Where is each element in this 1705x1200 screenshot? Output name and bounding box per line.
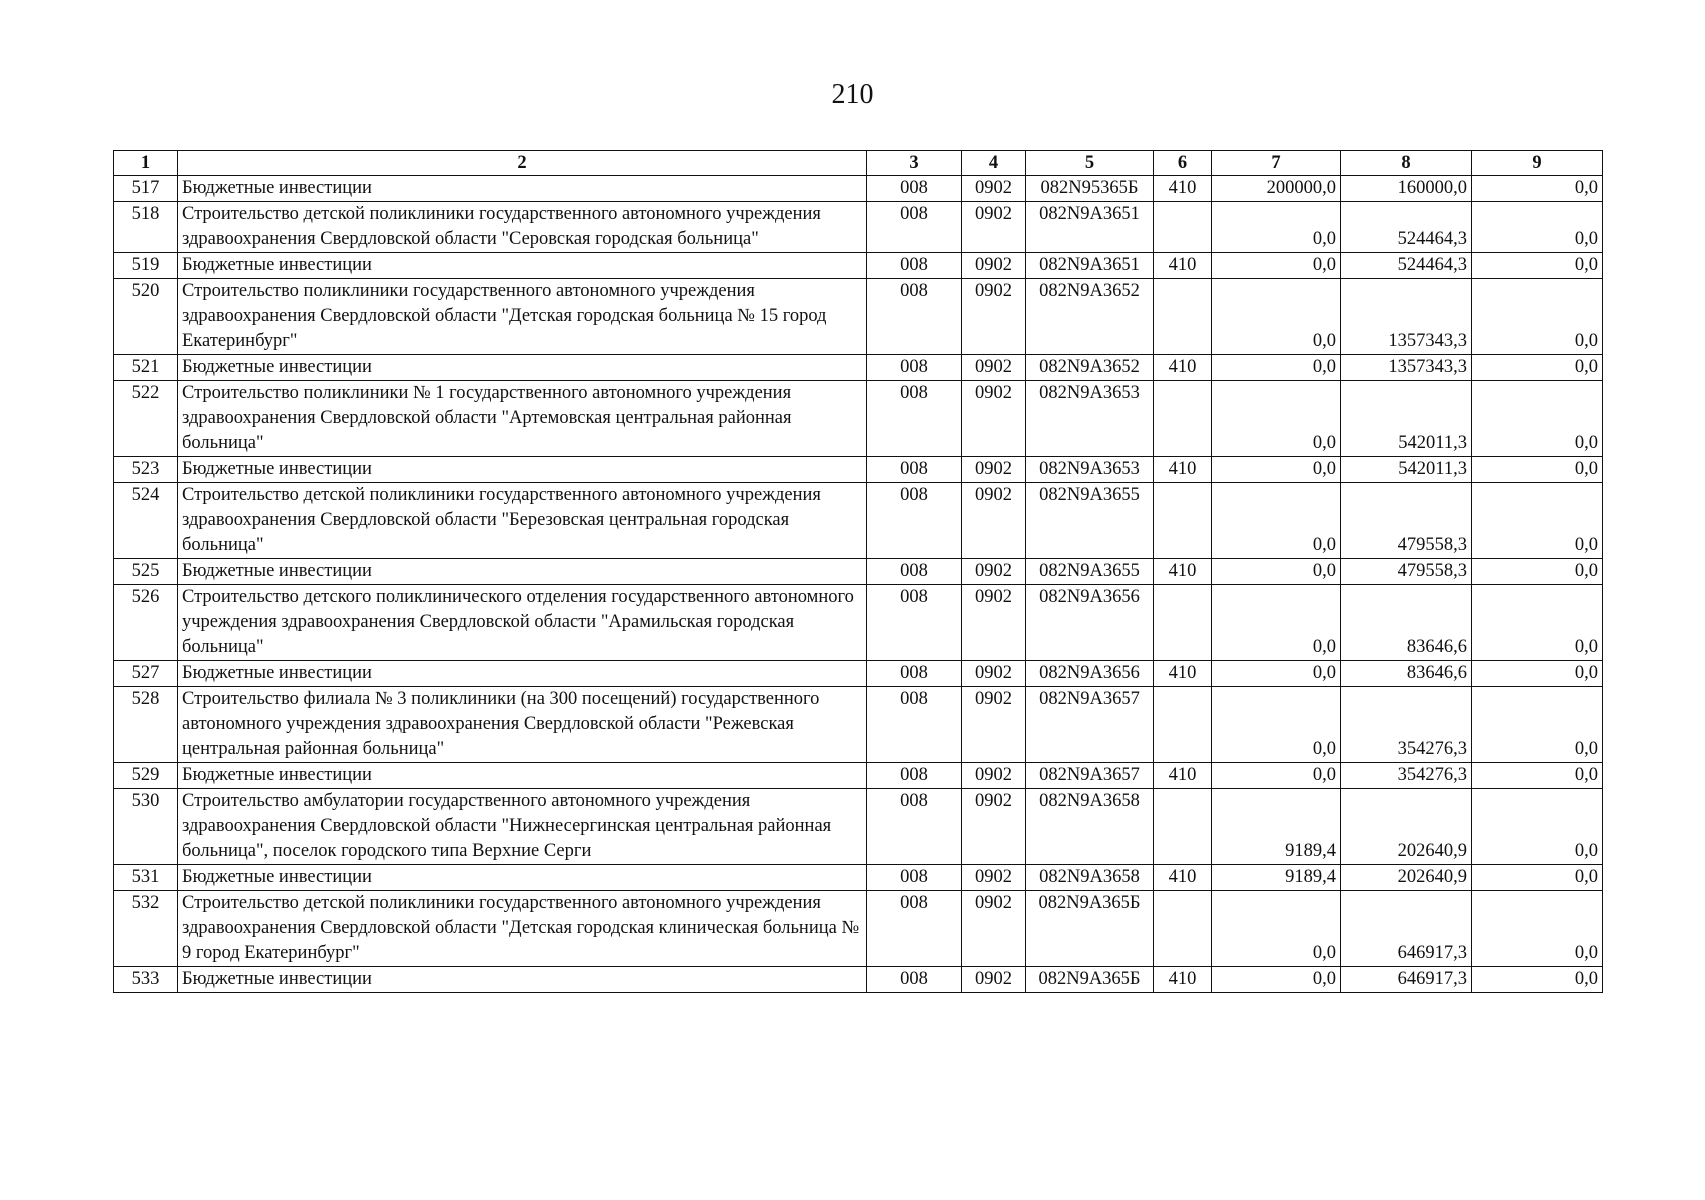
table-row <box>114 661 1603 687</box>
ministry-code: 008 <box>867 483 962 559</box>
amount-col-9: 0,0 <box>1472 176 1603 202</box>
row-description: Строительство детского поликлинического отделения государственного автономного учреждения здравоохранения Свердловской области "Арамильская городская больница" <box>178 585 867 661</box>
row-number: 532 <box>114 891 178 967</box>
ministry-code: 008 <box>867 967 962 993</box>
table-row <box>114 279 1603 355</box>
amount-col-7: 0,0 <box>1212 559 1341 585</box>
amount-col-7: 0,0 <box>1212 763 1341 789</box>
target-code: 082N9A3653 <box>1026 381 1154 457</box>
amount-col-8: 1357343,3 <box>1341 279 1472 355</box>
target-code: 082N9A3655 <box>1026 559 1154 585</box>
amount-col-7: 0,0 <box>1212 483 1341 559</box>
amount-col-8: 524464,3 <box>1341 253 1472 279</box>
target-code: 082N9A3655 <box>1026 483 1154 559</box>
ministry-code: 008 <box>867 891 962 967</box>
amount-col-8: 83646,6 <box>1341 585 1472 661</box>
row-description: Строительство амбулатории государственного автономного учреждения здравоохранения Свердловской области "Нижнесергинская центральная районная больница", поселок городского типа Верхние Серги <box>178 789 867 865</box>
table-row <box>114 891 1603 967</box>
table-row <box>114 559 1603 585</box>
ministry-code: 008 <box>867 559 962 585</box>
expense-type-code: 410 <box>1154 559 1212 585</box>
table-row <box>114 355 1603 381</box>
amount-col-7: 9189,4 <box>1212 865 1341 891</box>
section-code: 0902 <box>962 789 1026 865</box>
amount-col-7: 9189,4 <box>1212 789 1341 865</box>
ministry-code: 008 <box>867 865 962 891</box>
section-code: 0902 <box>962 279 1026 355</box>
column-header: 9 <box>1472 151 1603 176</box>
ministry-code: 008 <box>867 457 962 483</box>
amount-col-9: 0,0 <box>1472 457 1603 483</box>
amount-col-7: 0,0 <box>1212 687 1341 763</box>
ministry-code: 008 <box>867 585 962 661</box>
row-number: 518 <box>114 202 178 253</box>
target-code: 082N9A3652 <box>1026 355 1154 381</box>
row-number: 525 <box>114 559 178 585</box>
amount-col-7: 0,0 <box>1212 585 1341 661</box>
section-code: 0902 <box>962 687 1026 763</box>
amount-col-7: 0,0 <box>1212 661 1341 687</box>
row-description: Строительство поликлиники государственного автономного учреждения здравоохранения Свердловской области "Детская городская больница № 15 город Екатеринбург" <box>178 279 867 355</box>
target-code: 082N9A365Б <box>1026 891 1154 967</box>
expense-type-code <box>1154 585 1212 661</box>
amount-col-7: 0,0 <box>1212 457 1341 483</box>
section-code: 0902 <box>962 381 1026 457</box>
row-description: Строительство детской поликлиники государственного автономного учреждения здравоохранения Свердловской области "Березовская центральная городская больница" <box>178 483 867 559</box>
amount-col-8: 354276,3 <box>1341 763 1472 789</box>
amount-col-9: 0,0 <box>1472 559 1603 585</box>
amount-col-7: 0,0 <box>1212 355 1341 381</box>
row-description: Строительство филиала № 3 поликлиники (на 300 посещений) государственного автономного учреждения здравоохранения Свердловской области "Режевская центральная районная больница" <box>178 687 867 763</box>
row-description: Бюджетные инвестиции <box>178 559 867 585</box>
table-row <box>114 789 1603 865</box>
section-code: 0902 <box>962 763 1026 789</box>
target-code: 082N9A365Б <box>1026 967 1154 993</box>
amount-col-9: 0,0 <box>1472 661 1603 687</box>
table-row <box>114 457 1603 483</box>
target-code: 082N9A3656 <box>1026 585 1154 661</box>
expense-type-code: 410 <box>1154 355 1212 381</box>
amount-col-7: 0,0 <box>1212 891 1341 967</box>
amount-col-7: 200000,0 <box>1212 176 1341 202</box>
amount-col-9: 0,0 <box>1472 763 1603 789</box>
row-description: Бюджетные инвестиции <box>178 176 867 202</box>
amount-col-7: 0,0 <box>1212 253 1341 279</box>
section-code: 0902 <box>962 176 1026 202</box>
column-header: 5 <box>1026 151 1154 176</box>
target-code: 082N9A3652 <box>1026 279 1154 355</box>
ministry-code: 008 <box>867 381 962 457</box>
table-body <box>114 176 1603 993</box>
amount-col-9: 0,0 <box>1472 355 1603 381</box>
expense-type-code <box>1154 891 1212 967</box>
row-number: 526 <box>114 585 178 661</box>
table-row <box>114 253 1603 279</box>
row-description: Бюджетные инвестиции <box>178 457 867 483</box>
amount-col-8: 479558,3 <box>1341 483 1472 559</box>
column-header: 4 <box>962 151 1026 176</box>
ministry-code: 008 <box>867 687 962 763</box>
target-code: 082N9A3657 <box>1026 687 1154 763</box>
section-code: 0902 <box>962 483 1026 559</box>
ministry-code: 008 <box>867 355 962 381</box>
section-code: 0902 <box>962 967 1026 993</box>
row-description: Бюджетные инвестиции <box>178 763 867 789</box>
amount-col-7: 0,0 <box>1212 279 1341 355</box>
ministry-code: 008 <box>867 176 962 202</box>
amount-col-8: 354276,3 <box>1341 687 1472 763</box>
amount-col-9: 0,0 <box>1472 789 1603 865</box>
amount-col-8: 1357343,3 <box>1341 355 1472 381</box>
row-number: 523 <box>114 457 178 483</box>
expense-type-code: 410 <box>1154 865 1212 891</box>
table-row <box>114 202 1603 253</box>
row-description: Бюджетные инвестиции <box>178 967 867 993</box>
row-number: 521 <box>114 355 178 381</box>
row-number: 519 <box>114 253 178 279</box>
section-code: 0902 <box>962 865 1026 891</box>
section-code: 0902 <box>962 253 1026 279</box>
expense-type-code: 410 <box>1154 661 1212 687</box>
row-description: Бюджетные инвестиции <box>178 661 867 687</box>
expense-type-code: 410 <box>1154 253 1212 279</box>
amount-col-9: 0,0 <box>1472 483 1603 559</box>
table-row <box>114 483 1603 559</box>
row-number: 528 <box>114 687 178 763</box>
table-row <box>114 381 1603 457</box>
column-header: 3 <box>867 151 962 176</box>
row-number: 522 <box>114 381 178 457</box>
expense-type-code <box>1154 202 1212 253</box>
target-code: 082N9A3658 <box>1026 789 1154 865</box>
amount-col-9: 0,0 <box>1472 585 1603 661</box>
amount-col-9: 0,0 <box>1472 891 1603 967</box>
target-code: 082N9A3653 <box>1026 457 1154 483</box>
target-code: 082N9A3657 <box>1026 763 1154 789</box>
table-row <box>114 176 1603 202</box>
row-description: Строительство детской поликлиники государственного автономного учреждения здравоохранения Свердловской области "Серовская городская больница" <box>178 202 867 253</box>
target-code: 082N9A3658 <box>1026 865 1154 891</box>
amount-col-8: 479558,3 <box>1341 559 1472 585</box>
section-code: 0902 <box>962 202 1026 253</box>
amount-col-9: 0,0 <box>1472 253 1603 279</box>
target-code: 082N9A3656 <box>1026 661 1154 687</box>
column-header: 7 <box>1212 151 1341 176</box>
amount-col-8: 202640,9 <box>1341 789 1472 865</box>
row-number: 529 <box>114 763 178 789</box>
row-description: Бюджетные инвестиции <box>178 253 867 279</box>
ministry-code: 008 <box>867 253 962 279</box>
expense-type-code: 410 <box>1154 457 1212 483</box>
amount-col-7: 0,0 <box>1212 967 1341 993</box>
amount-col-8: 160000,0 <box>1341 176 1472 202</box>
target-code: 082N95365Б <box>1026 176 1154 202</box>
ministry-code: 008 <box>867 279 962 355</box>
row-number: 530 <box>114 789 178 865</box>
budget-table <box>113 150 1603 993</box>
section-code: 0902 <box>962 661 1026 687</box>
amount-col-8: 646917,3 <box>1341 967 1472 993</box>
ministry-code: 008 <box>867 661 962 687</box>
table-row <box>114 585 1603 661</box>
row-description: Строительство поликлиники № 1 государственного автономного учреждения здравоохранения Свердловской области "Артемовская центральная районная больница" <box>178 381 867 457</box>
section-code: 0902 <box>962 585 1026 661</box>
expense-type-code <box>1154 789 1212 865</box>
row-number: 520 <box>114 279 178 355</box>
row-number: 517 <box>114 176 178 202</box>
expense-type-code <box>1154 279 1212 355</box>
target-code: 082N9A3651 <box>1026 202 1154 253</box>
section-code: 0902 <box>962 355 1026 381</box>
amount-col-9: 0,0 <box>1472 967 1603 993</box>
row-description: Бюджетные инвестиции <box>178 355 867 381</box>
ministry-code: 008 <box>867 789 962 865</box>
ministry-code: 008 <box>867 202 962 253</box>
section-code: 0902 <box>962 457 1026 483</box>
target-code: 082N9A3651 <box>1026 253 1154 279</box>
row-description: Строительство детской поликлиники государственного автономного учреждения здравоохранения Свердловской области "Детская городская клиническая больница № 9 город Екатеринбург" <box>178 891 867 967</box>
expense-type-code <box>1154 381 1212 457</box>
amount-col-8: 83646,6 <box>1341 661 1472 687</box>
amount-col-7: 0,0 <box>1212 381 1341 457</box>
row-number: 524 <box>114 483 178 559</box>
amount-col-8: 542011,3 <box>1341 381 1472 457</box>
amount-col-7: 0,0 <box>1212 202 1341 253</box>
amount-col-8: 202640,9 <box>1341 865 1472 891</box>
amount-col-8: 542011,3 <box>1341 457 1472 483</box>
expense-type-code: 410 <box>1154 763 1212 789</box>
header-row <box>114 151 1603 176</box>
amount-col-8: 524464,3 <box>1341 202 1472 253</box>
row-number: 527 <box>114 661 178 687</box>
amount-col-9: 0,0 <box>1472 202 1603 253</box>
section-code: 0902 <box>962 559 1026 585</box>
section-code: 0902 <box>962 891 1026 967</box>
expense-type-code: 410 <box>1154 967 1212 993</box>
table-row <box>114 865 1603 891</box>
column-header: 6 <box>1154 151 1212 176</box>
amount-col-9: 0,0 <box>1472 279 1603 355</box>
expense-type-code <box>1154 687 1212 763</box>
table-row <box>114 687 1603 763</box>
expense-type-code: 410 <box>1154 176 1212 202</box>
amount-col-9: 0,0 <box>1472 687 1603 763</box>
expense-type-code <box>1154 483 1212 559</box>
table-row <box>114 763 1603 789</box>
column-header: 2 <box>178 151 867 176</box>
amount-col-9: 0,0 <box>1472 865 1603 891</box>
row-number: 533 <box>114 967 178 993</box>
table-row <box>114 967 1603 993</box>
row-number: 531 <box>114 865 178 891</box>
amount-col-8: 646917,3 <box>1341 891 1472 967</box>
column-header: 8 <box>1341 151 1472 176</box>
ministry-code: 008 <box>867 763 962 789</box>
column-header: 1 <box>114 151 178 176</box>
amount-col-9: 0,0 <box>1472 381 1603 457</box>
page-number: 210 <box>831 79 874 110</box>
row-description: Бюджетные инвестиции <box>178 865 867 891</box>
